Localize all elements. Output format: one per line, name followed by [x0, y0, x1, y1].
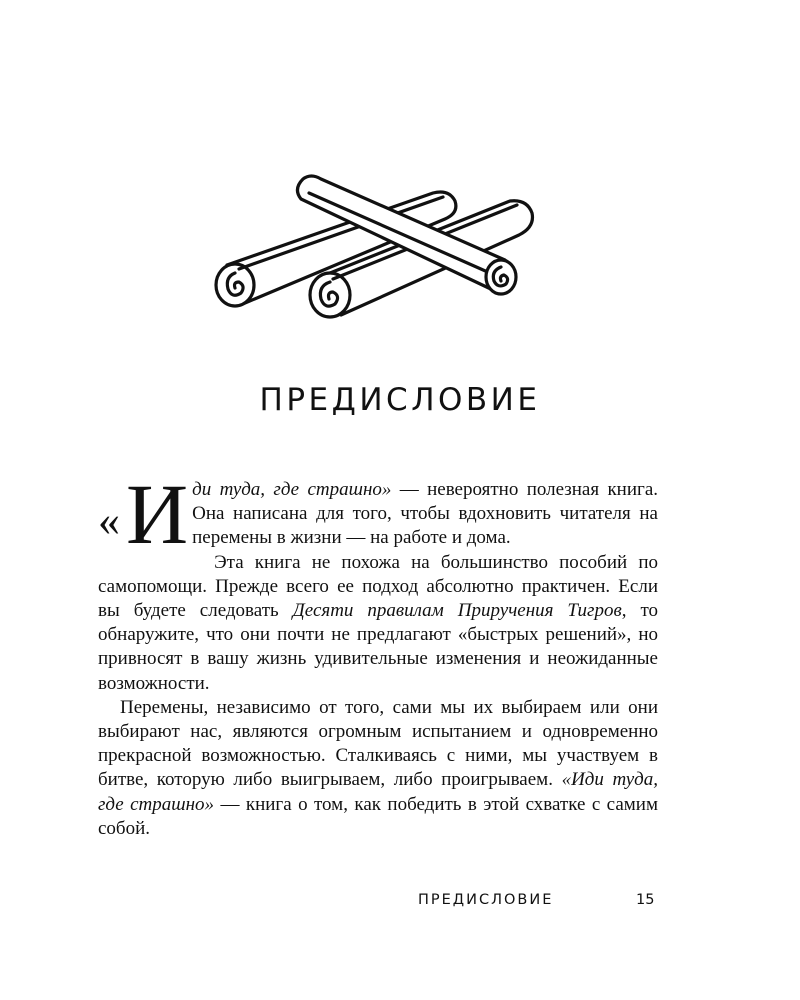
- paragraph-1-text: — невероятно полезная книга. Она написана для того, чтобы вдохновить читателя на перемены в жизни — на работе и дома.: [192, 479, 658, 549]
- paragraph-3-italic: «Иди туда, где страшно»: [98, 769, 658, 815]
- paragraph-2-italic: Десяти правилам Приручения Тигров: [292, 600, 622, 622]
- running-footer-title: ПРЕДИСЛОВИЕ: [418, 892, 554, 908]
- paragraph-2-text-end: , то обнаружите, что они почти не предлагают «быстрых решений», но привносят в вашу жизнь удивительные изменения и неожиданные возможности.: [98, 600, 658, 694]
- paragraph-2-text-start: Эта книга не похожа на большинство пособий по самопомощи. Прежде всего ее подход абсолютно практичен. Если вы будете следовать: [98, 551, 658, 622]
- paragraph-1: [98, 466, 658, 562]
- paragraph-3-text-start: Перемены, независимо от того, сами мы их выбираем или они выбирают нас, являются огромным испытанием и одновременно прекрасной возможностью. Сталкиваясь с ними, мы участвуем в битве, которую либо выигрываем, либо проигрываем.: [98, 696, 658, 791]
- crossed-scrolls-icon: [205, 165, 550, 330]
- chapter-title: ПРЕДИСЛОВИЕ: [259, 382, 541, 418]
- drop-cap: [98, 466, 189, 562]
- drop-cap-quote: «: [98, 496, 120, 545]
- paragraph-3-text-end: — книга о том, как победить в этой схватке с самим собой.: [98, 793, 658, 839]
- page-number: 15: [636, 892, 655, 908]
- drop-cap-letter: И: [126, 466, 189, 562]
- body-text: [98, 466, 658, 841]
- paragraph-2: [98, 551, 658, 696]
- paragraph-1-italic: ди туда, где страшно»: [192, 479, 392, 500]
- paragraph-3: [98, 696, 658, 841]
